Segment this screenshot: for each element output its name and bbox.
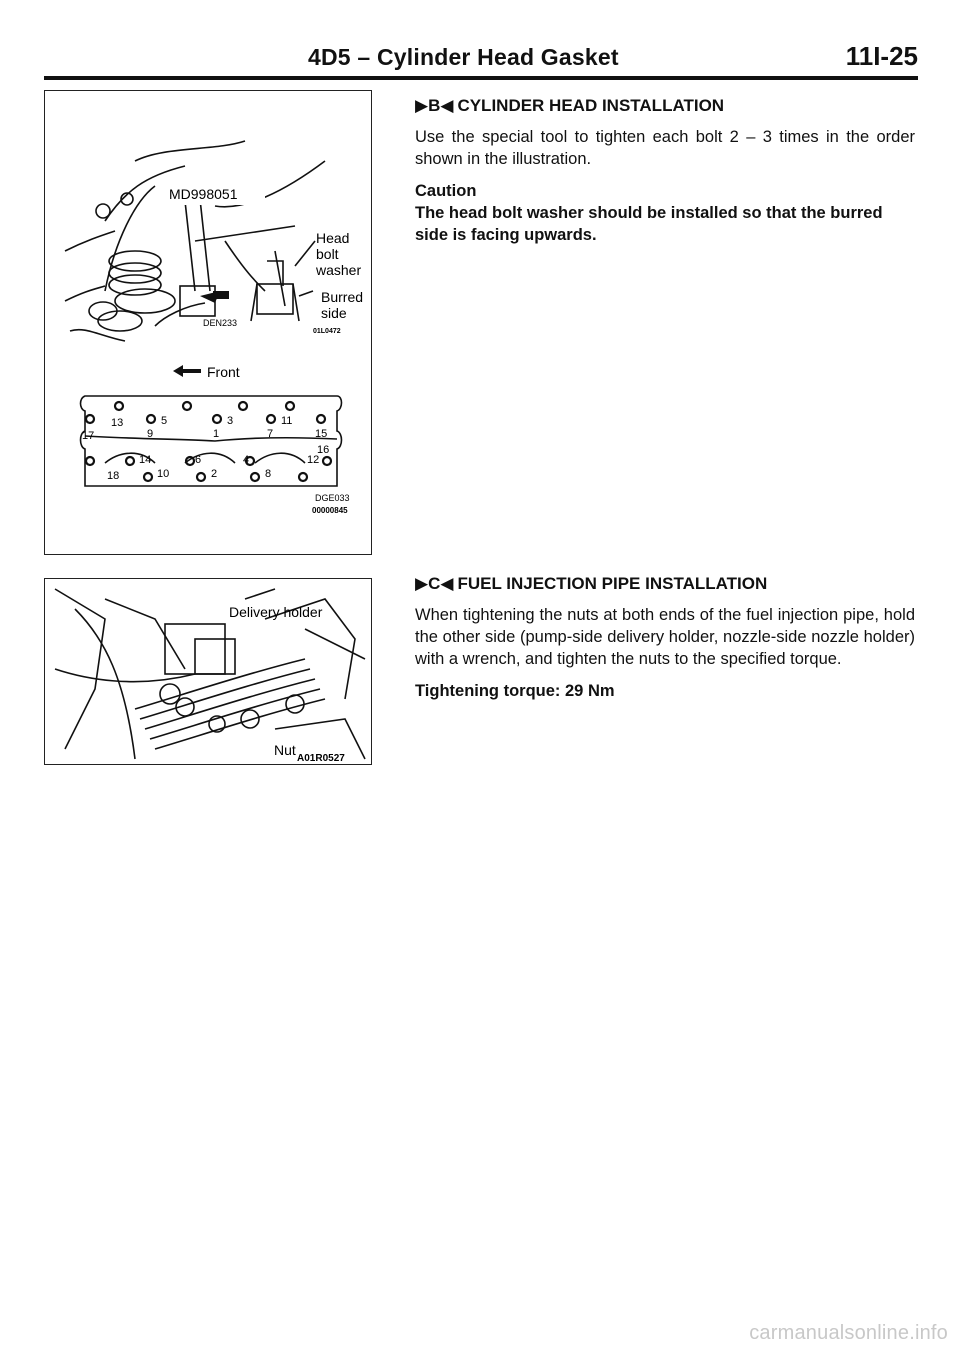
bolt-number: 16 [317, 444, 330, 456]
section-mark [415, 96, 453, 116]
head-bolt-label-3: washer [316, 262, 362, 278]
figure-code: A01R0527 [297, 753, 345, 764]
bolt-number: 10 [157, 468, 170, 480]
cylinder-head-illustration [45, 91, 371, 554]
section-heading [415, 574, 915, 594]
bolt-number: 6 [195, 454, 202, 466]
section-body: Use the special tool to tighten each bolt 2 – 3 times in the order shown in the illustration. [415, 128, 915, 168]
bolt-number: 2 [211, 468, 218, 480]
section-body: When tightening the nuts at both ends of the fuel injection pipe, hold the other side (pump-side delivery holder, nozzle-side nozzle holder) with a wrench, and tighten the nuts to the specified torque. [415, 606, 915, 668]
mark-letter: C [428, 574, 441, 593]
delivery-holder-label: Delivery holder [229, 604, 323, 620]
figure-cylinder-head-bolts [44, 90, 372, 555]
section-heading-text: CYLINDER HEAD INSTALLATION [457, 96, 725, 115]
front-label: Front [207, 364, 240, 380]
bolt-number: 1 [213, 428, 220, 440]
fuel-injection-pipe-illustration [45, 579, 371, 764]
head-bolt-label-2: bolt [316, 246, 339, 262]
caution-body: The head bolt washer should be installed so that the burred side is facing upwards. [415, 204, 883, 244]
mark-letter: B [428, 96, 441, 115]
bolt-number: 14 [139, 454, 152, 466]
code-01l: 01L0472 [313, 328, 341, 335]
front-arrow-icon [173, 365, 201, 377]
bolt-number: 7 [267, 428, 274, 440]
burred-label-1: Burred [321, 289, 364, 305]
bolt-number: 4 [243, 454, 250, 466]
bolt-number: 15 [315, 428, 328, 440]
bolt-number: 8 [265, 468, 272, 480]
bolt-number: 12 [307, 454, 320, 466]
bolt-number: 13 [111, 417, 124, 429]
page-number: 11I-25 [845, 41, 918, 71]
section-cylinder-head-installation [415, 96, 915, 246]
code-den: DEN233 [203, 318, 238, 328]
section-heading-text: FUEL INJECTION PIPE INSTALLATION [457, 574, 768, 593]
bolt-number: 11 [281, 415, 293, 427]
bolt-number: 3 [227, 415, 234, 427]
head-bolt-label-1: Head [316, 230, 350, 246]
tool-label: MD998051 [169, 186, 238, 202]
section-heading [415, 96, 915, 116]
section-fuel-injection-pipe-installation [415, 574, 915, 702]
bolt-number: 18 [107, 470, 120, 482]
nut-label: Nut [274, 742, 296, 758]
left-triangle-icon: ◀ [440, 96, 454, 115]
bolt-number: 9 [147, 428, 154, 440]
burred-label-2: side [321, 305, 347, 321]
left-triangle-icon: ◀ [440, 574, 454, 593]
tightening-torque: Tightening torque: 29 Nm [415, 682, 615, 700]
figure-fuel-injection-pipe [44, 578, 372, 765]
bolt-number: 17 [82, 430, 95, 442]
caution-title: Caution [415, 182, 477, 200]
bolt-number: 5 [161, 415, 168, 427]
right-triangle-icon: ▶ [415, 96, 429, 115]
watermark: carmanualsonline.info [749, 1322, 948, 1344]
section-mark [415, 574, 453, 594]
right-triangle-icon: ▶ [415, 574, 429, 593]
page-title: 4D5 – Cylinder Head Gasket [308, 44, 619, 70]
code-000: 00000845 [312, 506, 348, 515]
header-rule [44, 76, 918, 80]
code-dge: DGE033 [315, 493, 350, 503]
